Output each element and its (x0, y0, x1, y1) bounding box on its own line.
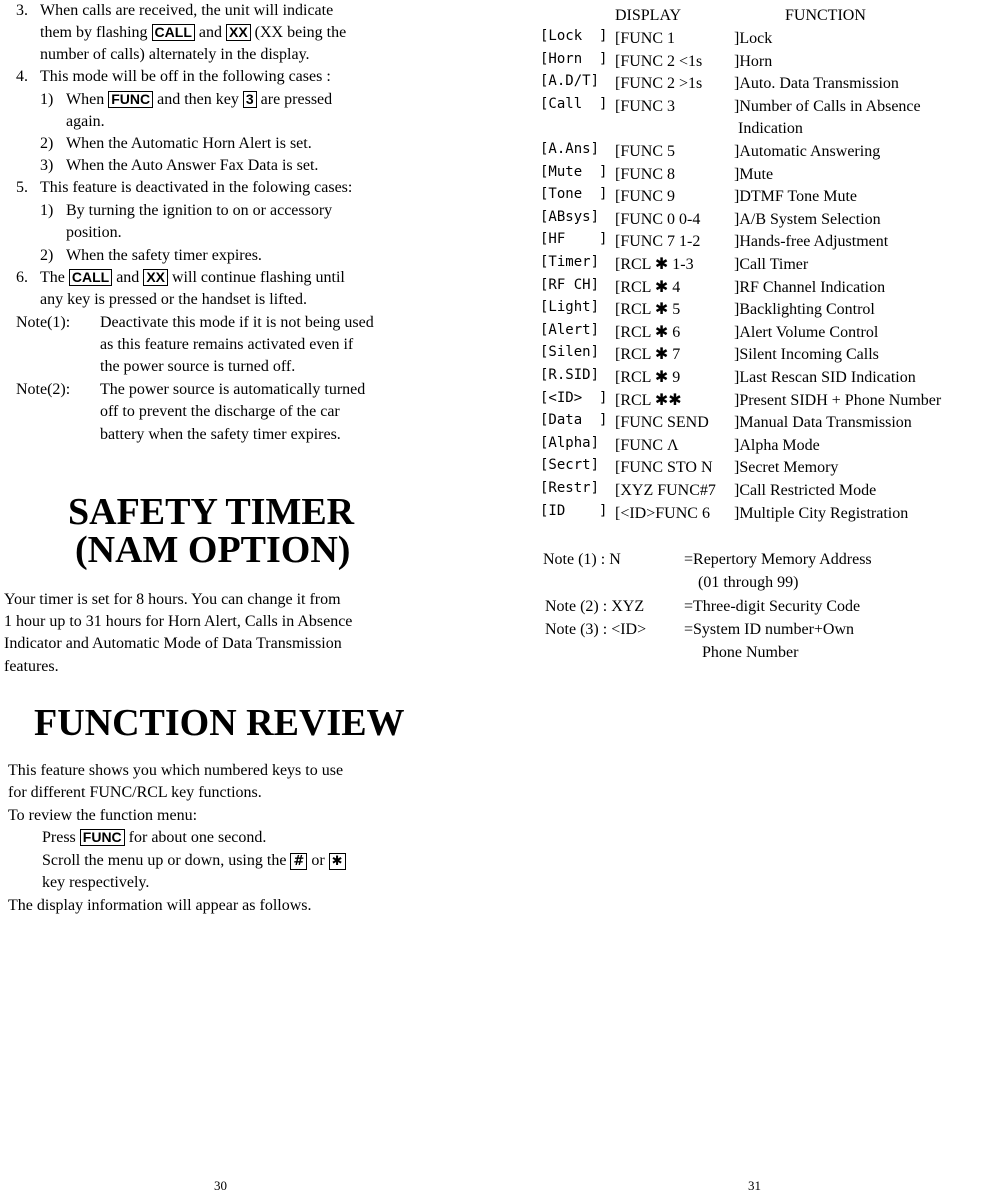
key-sequence-cell: [RCL ✱ 1-3 (615, 256, 694, 273)
list-number: 4. (16, 68, 28, 85)
function-cell: ]Call Restricted Mode (734, 482, 877, 499)
function-cell: ]Backlighting Control (734, 301, 875, 319)
paragraph-text: Scroll the menu up or down, using the (42, 852, 287, 869)
sublist-text: When the Auto Answer Fax Data is set. (66, 157, 319, 174)
list-text: any key is pressed or the handset is lifted. (40, 291, 308, 308)
three-key-label: 3 (243, 91, 257, 108)
key-sequence-cell: [FUNC 9 (615, 188, 676, 206)
list-number: 6. (16, 269, 28, 286)
function-table-row (520, 299, 1003, 321)
key-sequence-cell: [FUNC STO N (615, 459, 713, 477)
key-sequence-cell: [FUNC 7 1-2 (615, 233, 701, 251)
function-table-row (520, 412, 1003, 434)
function-table-row (520, 231, 1003, 253)
key-sequence-cell: [FUNC 0 0-4 (615, 210, 701, 228)
note-label: Note(2): (16, 381, 71, 398)
display-cell: [<ID> ] (540, 389, 608, 406)
paragraph-text: or (311, 852, 325, 869)
note-text: The power source is automatically turned (100, 381, 366, 398)
display-cell: [Light] (540, 299, 600, 316)
function-table-row (520, 503, 1003, 525)
key-sequence-cell: [RCL ✱ 6 (615, 323, 681, 341)
function-cell: ]DTMF Tone Mute (734, 188, 858, 206)
display-cell: [A.Ans] (540, 141, 600, 157)
sublist-text: are pressed (260, 91, 333, 108)
function-table-row (520, 186, 1003, 208)
function-table-row (520, 480, 1003, 502)
sublist-text: again. (66, 113, 105, 130)
note-text: as this feature remains activated even if (100, 336, 354, 353)
list-text: (XX being the (254, 24, 347, 41)
note-text: =Repertory Memory Address (684, 551, 872, 568)
list-text: and (198, 24, 222, 41)
display-cell: [Data ] (540, 412, 608, 429)
function-cell: ]Manual Data Transmission (734, 414, 912, 432)
function-table-row (520, 96, 1003, 118)
display-cell: [Silen] (540, 344, 600, 361)
list-text: The (40, 269, 65, 286)
function-cell: ]Alert Volume Control (734, 323, 879, 341)
section-subtitle-nam-option: (NAM OPTION) (75, 529, 351, 571)
sublist-text: By turning the ignition to on or accessory (66, 202, 333, 219)
star-key-icon: ✱ (329, 853, 346, 870)
paragraph-line: for different FUNC/RCL key functions. (8, 784, 262, 801)
list-text: number of calls) alternately in the display. (40, 46, 310, 63)
paragraph-line: To review the function menu: (8, 807, 198, 824)
function-cell: ]Lock (734, 30, 773, 47)
function-table-row (520, 435, 1003, 457)
list-number: 3. (16, 2, 28, 19)
paragraph-line: key respectively. (42, 874, 150, 891)
paragraph-line (42, 850, 346, 872)
function-cell: ]A/B System Selection (734, 210, 881, 228)
function-cell: ]Call Timer (734, 256, 809, 273)
function-table-row (520, 344, 1003, 366)
list-number: 5. (16, 179, 28, 196)
display-cell: [Timer] (540, 254, 600, 270)
right-page (520, 0, 1003, 1193)
function-table-row (520, 164, 1003, 186)
note-text: =Three-digit Security Code (684, 598, 861, 615)
column-header-function: FUNCTION (785, 7, 866, 24)
function-table-row (520, 457, 1003, 479)
display-cell: [RF CH] (540, 276, 600, 293)
column-header-display: DISPLAY (615, 7, 682, 24)
page-number: 31 (748, 1178, 761, 1193)
list-text (40, 267, 345, 289)
function-table-row (520, 254, 1003, 276)
display-cell: [HF ] (540, 231, 608, 248)
sublist-text: When the Automatic Horn Alert is set. (66, 135, 312, 152)
xx-key-label: XX (226, 24, 251, 41)
function-table-row (520, 322, 1003, 344)
paragraph-line: 1 hour up to 31 hours for Horn Alert, Calls in Absence (4, 613, 353, 630)
function-cell: ]Mute (734, 165, 774, 183)
function-cell: ]Automatic Answering (734, 143, 881, 160)
paragraph-line: features. (4, 658, 59, 675)
key-sequence-cell: [FUNC 1 (615, 30, 676, 47)
function-cell: ]Silent Incoming Calls (734, 346, 879, 364)
note-text: the power source is turned off. (100, 358, 296, 375)
call-key-label: CALL (152, 24, 195, 41)
paragraph-line: The display information will appear as follows. (8, 897, 312, 914)
list-text (40, 22, 346, 44)
sublist-number: 1) (40, 91, 54, 108)
display-cell: [R.SID] (540, 367, 600, 383)
list-text: them by flashing (40, 24, 148, 41)
display-cell: [Alpha] (540, 434, 600, 451)
display-cell: [A.D/T] (540, 73, 600, 90)
sublist-number: 3) (40, 157, 54, 174)
paragraph-text: for about one second. (128, 829, 267, 846)
display-cell: [Call ] (540, 95, 608, 112)
function-cell: ]Auto. Data Transmission (734, 75, 899, 93)
key-sequence-cell: [FUNC SEND (615, 414, 709, 432)
key-sequence-cell: [RCL ✱✱ (615, 391, 682, 409)
key-sequence-cell: [FUNC 8 (615, 165, 676, 183)
key-sequence-cell: [FUNC 2 <1s (615, 52, 703, 70)
display-cell: [Alert] (540, 321, 600, 338)
function-table-row (520, 28, 1003, 50)
function-cell: ]RF Channel Indication (734, 278, 886, 296)
page-number: 30 (214, 1178, 227, 1193)
note-text: Phone Number (702, 644, 799, 661)
function-table-row (520, 141, 1003, 163)
key-sequence-cell: [FUNC 3 (615, 97, 676, 115)
section-title-function-review: FUNCTION REVIEW (34, 702, 405, 744)
note-text: off to prevent the discharge of the car (100, 403, 340, 420)
sublist-text: When the safety timer expires. (66, 247, 262, 264)
sublist-text: When (66, 91, 105, 108)
note-label: Note(1): (16, 314, 71, 331)
sublist-number: 1) (40, 202, 54, 219)
paragraph-line: Indicator and Automatic Mode of Data Transmission (4, 635, 342, 652)
list-text: This mode will be off in the following cases : (40, 68, 331, 85)
sublist-number: 2) (40, 135, 54, 152)
display-cell: [Lock ] (540, 28, 608, 44)
note-label: Note (2) : XYZ (545, 598, 645, 615)
display-cell: [Secrt] (540, 457, 600, 474)
display-cell: [Restr] (540, 480, 600, 496)
func-key-label: FUNC (108, 91, 153, 108)
function-table-row (520, 118, 1003, 140)
function-cell: Indication (734, 120, 803, 138)
note-text: Deactivate this mode if it is not being used (100, 314, 374, 331)
function-cell: ]Last Rescan SID Indication (734, 369, 916, 386)
list-text: and (116, 269, 140, 286)
key-sequence-cell: [XYZ FUNC#7 (615, 482, 716, 499)
list-text: will continue flashing until (172, 269, 345, 286)
key-sequence-cell: [FUNC 2 >1s (615, 75, 703, 93)
function-cell: ]Number of Calls in Absence (734, 97, 921, 115)
note-label: Note (1) : N (543, 551, 621, 568)
function-cell: ]Present SIDH + Phone Number (734, 391, 942, 409)
function-cell: ]Alpha Mode (734, 436, 820, 454)
note-text: battery when the safety timer expires. (100, 426, 341, 443)
paragraph-line (42, 827, 266, 849)
call-key-label: CALL (69, 269, 112, 286)
list-text: When calls are received, the unit will indicate (40, 2, 334, 19)
pound-key-icon: # (290, 853, 307, 870)
key-sequence-cell: [RCL ✱ 7 (615, 346, 681, 364)
key-sequence-cell: [RCL ✱ 4 (615, 278, 681, 296)
display-cell: [Horn ] (540, 50, 608, 67)
note-text: (01 through 99) (698, 574, 799, 591)
display-cell: [Mute ] (540, 163, 608, 180)
function-cell: ]Hands-free Adjustment (734, 233, 889, 251)
note-label: Note (3) : <ID> (545, 621, 647, 638)
sublist-number: 2) (40, 247, 54, 264)
func-key-label: FUNC (80, 829, 125, 846)
function-table-row (520, 73, 1003, 95)
function-table-row (520, 390, 1003, 412)
sublist-text: and then key (157, 91, 239, 108)
display-cell: [ABsys] (540, 208, 600, 225)
list-text: This feature is deactivated in the folowing cases: (40, 179, 353, 196)
section-title-safety-timer: SAFETY TIMER (68, 491, 355, 533)
key-sequence-cell: [RCL ✱ 9 (615, 369, 681, 386)
paragraph-line: This feature shows you which numbered keys to use (8, 762, 344, 779)
display-cell: [Tone ] (540, 186, 608, 203)
key-sequence-cell: [<ID>FUNC 6 (615, 504, 710, 522)
display-cell: [ID ] (540, 502, 608, 519)
key-sequence-cell: [FUNC Λ (615, 436, 679, 454)
xx-key-label: XX (143, 269, 168, 286)
note-text: =System ID number+Own (684, 621, 855, 638)
paragraph-line: Your timer is set for 8 hours. You can change it from (4, 591, 341, 608)
key-sequence-cell: [RCL ✱ 5 (615, 301, 681, 319)
function-cell: ]Secret Memory (734, 459, 839, 477)
key-sequence-cell: [FUNC 5 (615, 143, 676, 160)
function-table-row (520, 209, 1003, 231)
function-table-row (520, 51, 1003, 73)
sublist-text: position. (66, 224, 122, 241)
function-cell: ]Multiple City Registration (734, 504, 909, 522)
paragraph-text: Press (42, 829, 76, 846)
function-cell: ]Horn (734, 52, 773, 70)
function-table-row (520, 367, 1003, 389)
function-table-row (520, 277, 1003, 299)
sublist-text (66, 89, 332, 111)
left-page (0, 0, 470, 1193)
